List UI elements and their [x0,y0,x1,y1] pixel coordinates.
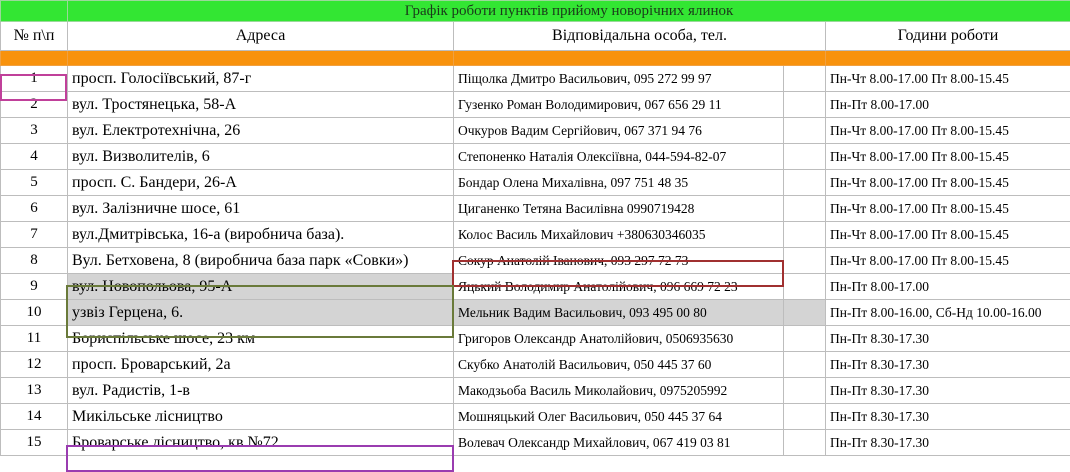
cell-hours[interactable]: Пн-Пт 8.30-17.30 [826,430,1070,456]
cell-empty[interactable] [784,300,826,326]
cell-num[interactable]: 6 [1,196,68,222]
cell-person[interactable]: Гузенко Роман Володимирович, 067 656 29 11 [454,92,784,118]
header-person[interactable]: Відповідальна особа, тел. [454,22,826,51]
cell-empty[interactable] [784,144,826,170]
separator-cell[interactable] [1,51,68,66]
cell-num[interactable]: 3 [1,118,68,144]
table-row [1,274,1070,300]
cell-hours[interactable]: Пн-Чт 8.00-17.00 Пт 8.00-15.45 [826,170,1070,196]
cell-empty[interactable] [784,118,826,144]
table-row [1,170,1070,196]
cell-num[interactable]: 9 [1,274,68,300]
cell-hours[interactable]: Пн-Чт 8.00-17.00 Пт 8.00-15.45 [826,66,1070,92]
cell-person[interactable]: Колос Василь Михайлович +380630346035 [454,222,784,248]
table-row [1,248,1070,274]
cell-empty[interactable] [784,222,826,248]
cell-person[interactable]: Яцький Володимир Анатолійович, 096 669 72 23 [454,274,784,300]
cell-address[interactable]: вул. Радистів, 1-в [68,378,454,404]
cell-address[interactable]: просп. Броварський, 2а [68,352,454,378]
cell-person[interactable]: Циганенко Тетяна Василівна 0990719428 [454,196,784,222]
cell-empty[interactable] [784,66,826,92]
cell-address[interactable]: Бориспільське шосе, 23 км [68,326,454,352]
cell-empty[interactable] [784,274,826,300]
cell-hours[interactable]: Пн-Пт 8.30-17.30 [826,378,1070,404]
cell-person[interactable]: Піщолка Дмитро Васильович, 095 272 99 97 [454,66,784,92]
cell-address[interactable]: вул.Дмитрівська, 16-а (виробнича база). [68,222,454,248]
cell-empty[interactable] [784,404,826,430]
table-row [1,92,1070,118]
cell-hours[interactable]: Пн-Пт 8.00-17.00 [826,92,1070,118]
table-row [1,430,1070,456]
header-hours[interactable]: Години роботи [826,22,1070,51]
cell-empty[interactable] [784,326,826,352]
cell-num[interactable]: 15 [1,430,68,456]
cell-address[interactable]: просп. С. Бандери, 26-А [68,170,454,196]
header-num[interactable]: № п\п [1,22,68,51]
table-row [1,378,1070,404]
separator-cell[interactable] [68,51,454,66]
cell-empty[interactable] [784,352,826,378]
cell-hours[interactable]: Пн-Пт 8.00-17.00 [826,274,1070,300]
separator-cell[interactable] [454,51,826,66]
cell-person[interactable]: Мельник Вадим Васильович, 093 495 00 80 [454,300,784,326]
table-row [1,326,1070,352]
cell-empty[interactable] [784,170,826,196]
cell-person[interactable]: Очкуров Вадим Сергійович, 067 371 94 76 [454,118,784,144]
table-row [1,196,1070,222]
header-address[interactable]: Адреса [68,22,454,51]
cell-address[interactable]: узвіз Герцена, 6. [68,300,454,326]
cell-empty[interactable] [784,378,826,404]
table-row [1,404,1070,430]
cell-person[interactable]: Сокур Анатолій Іванович, 093 297 72 73 [454,248,784,274]
cell-address[interactable]: вул. Визволителів, 6 [68,144,454,170]
title-row [1,1,1070,22]
cell-hours[interactable]: Пн-Пт 8.30-17.30 [826,404,1070,430]
cell-address[interactable]: просп. Голосіївський, 87-г [68,66,454,92]
table-row [1,352,1070,378]
cell-num[interactable]: 4 [1,144,68,170]
cell-person[interactable]: Волевач Олександр Михайлович, 067 419 03 81 [454,430,784,456]
cell-empty[interactable] [784,248,826,274]
cell-person[interactable]: Макодзьоба Василь Миколайович, 0975205992 [454,378,784,404]
separator-cell[interactable] [826,51,1070,66]
cell-num[interactable]: 11 [1,326,68,352]
cell-address[interactable]: Микільське лісництво [68,404,454,430]
cell-person[interactable]: Скубко Анатолій Васильович, 050 445 37 60 [454,352,784,378]
cell-hours[interactable]: Пн-Чт 8.00-17.00 Пт 8.00-15.45 [826,144,1070,170]
table-row [1,300,1070,326]
cell-person[interactable]: Степоненко Наталія Олексіївна, 044-594-82-07 [454,144,784,170]
cell-hours[interactable]: Пн-Чт 8.00-17.00 Пт 8.00-15.45 [826,248,1070,274]
table-row [1,222,1070,248]
cell-address[interactable]: вул. Тростянецька, 58-А [68,92,454,118]
cell-address[interactable]: Вул. Бетховена, 8 (виробнича база парк «Совки») [68,248,454,274]
cell-hours[interactable]: Пн-Пт 8.30-17.30 [826,326,1070,352]
title-spacer[interactable] [1,1,68,22]
cell-hours[interactable]: Пн-Чт 8.00-17.00 Пт 8.00-15.45 [826,118,1070,144]
table-row [1,144,1070,170]
sheet-title[interactable]: Графік роботи пунктів прийому новорічних ялинок [68,1,1070,22]
cell-num[interactable]: 8 [1,248,68,274]
cell-empty[interactable] [784,92,826,118]
cell-num[interactable]: 14 [1,404,68,430]
cell-address[interactable]: вул. Залізничне шосе, 61 [68,196,454,222]
cell-num[interactable]: 5 [1,170,68,196]
table-row [1,66,1070,92]
cell-person[interactable]: Бондар Олена Михалівна, 097 751 48 35 [454,170,784,196]
cell-num[interactable]: 10 [1,300,68,326]
cell-num[interactable]: 2 [1,92,68,118]
cell-hours[interactable]: Пн-Пт 8.30-17.30 [826,352,1070,378]
cell-hours[interactable]: Пн-Пт 8.00-16.00, Сб-Нд 10.00-16.00 [826,300,1070,326]
cell-address[interactable]: вул. Електротехнічна, 26 [68,118,454,144]
cell-empty[interactable] [784,196,826,222]
cell-address[interactable]: вул. Новопольова, 95-А [68,274,454,300]
cell-person[interactable]: Мошняцький Олег Васильович, 050 445 37 64 [454,404,784,430]
cell-person[interactable]: Григоров Олександр Анатолійович, 0506935630 [454,326,784,352]
cell-hours[interactable]: Пн-Чт 8.00-17.00 Пт 8.00-15.45 [826,222,1070,248]
cell-empty[interactable] [784,430,826,456]
cell-num[interactable]: 13 [1,378,68,404]
cell-hours[interactable]: Пн-Чт 8.00-17.00 Пт 8.00-15.45 [826,196,1070,222]
cell-num[interactable]: 1 [1,66,68,92]
cell-num[interactable]: 7 [1,222,68,248]
cell-num[interactable]: 12 [1,352,68,378]
separator-row [1,51,1070,66]
header-row [1,22,1070,51]
table-row [1,118,1070,144]
cell-address[interactable]: Броварське лісництво, кв №72 [68,430,454,456]
